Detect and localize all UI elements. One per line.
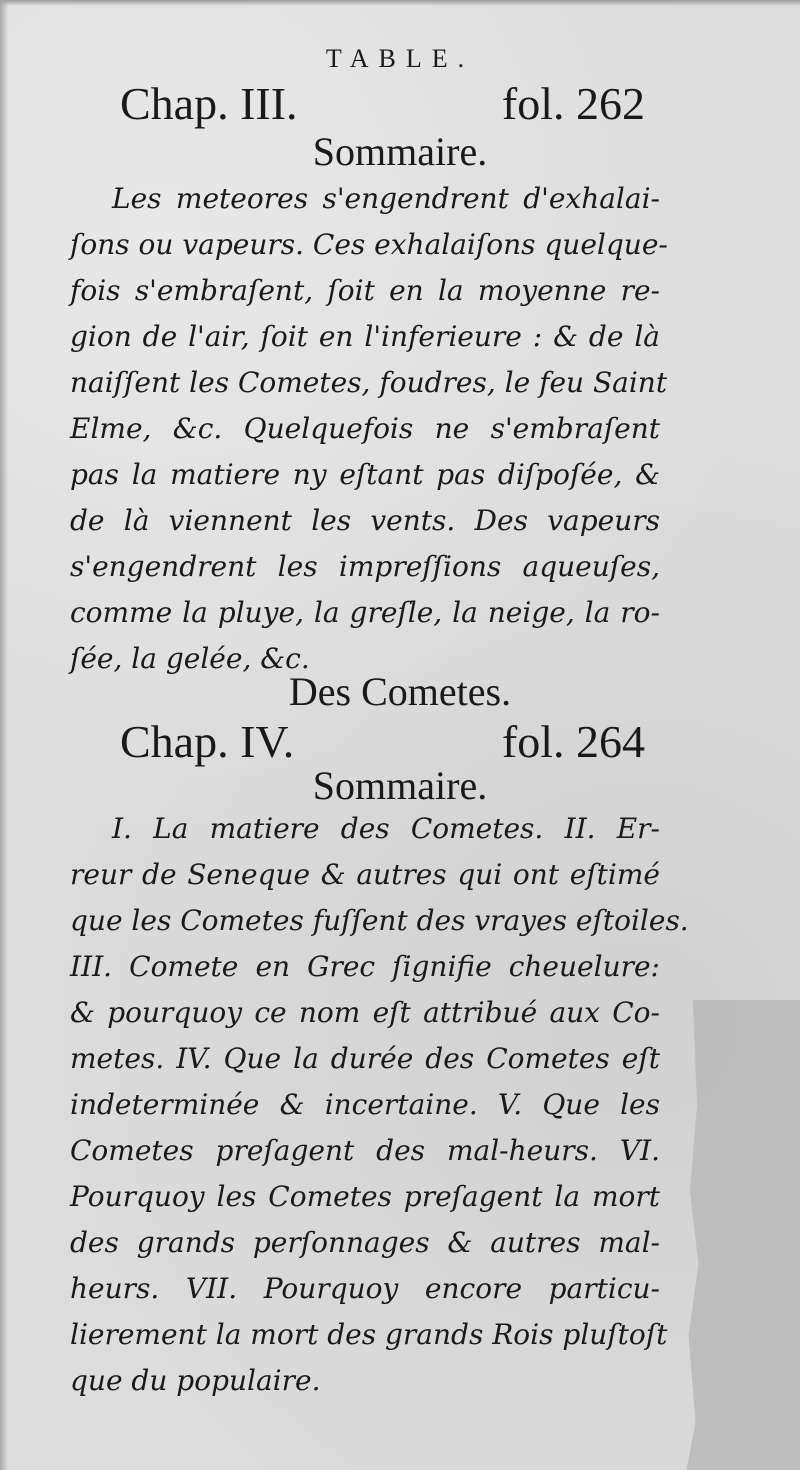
summary-heading: Sommaire.: [312, 129, 488, 174]
section-title: Des Cometes.: [288, 669, 512, 714]
running-head: TABLE.: [325, 44, 475, 73]
folio-reference: fol. 264: [501, 716, 645, 767]
summary-line: lierement la mort des grands Rois pluſtoſt: [70, 1318, 668, 1351]
summary-line: pas la matiere ny eſtant pas diſpoſée, &: [70, 458, 660, 491]
summary-line: fois s'embraſent, ſoit en la moyenne re-: [70, 274, 660, 307]
summary-line: que du populaire.: [70, 1364, 321, 1397]
summary-line: metes. IV. Que la durée des Cometes eſt: [70, 1042, 660, 1075]
summary-line: III. Comete en Grec ſignifie cheuelure:: [70, 950, 660, 983]
summary-line: comme la pluye, la greſle, la neige, la ro-: [70, 596, 660, 629]
summary-line: Les meteores s'engendrent d'exhalai-: [112, 182, 660, 215]
summary-line: naiſſent les Cometes, foudres, le feu Saint: [70, 366, 668, 399]
summary-line: ſons ou vapeurs. Ces exhalaiſons quelque-: [70, 228, 668, 261]
summary-line: Cometes preſagent des mal-heurs. VI.: [70, 1134, 660, 1167]
summary-line: heurs. VII. Pourquoy encore particu-: [70, 1272, 660, 1305]
chapter-number: Chap. IV.: [120, 716, 295, 767]
summary-line: des grands perſonnages & autres mal-: [70, 1226, 660, 1259]
summary-heading: Sommaire.: [312, 763, 488, 808]
summary-line: gion de l'air, ſoit en l'inferieure : & de là: [70, 320, 660, 353]
summary-line: Pourquoy les Cometes preſagent la mort: [70, 1180, 660, 1213]
summary-line: reur de Seneque & autres qui ont eſtimé: [70, 858, 660, 891]
summary-line: s'engendrent les impreſſions aqueuſes,: [70, 550, 660, 583]
chapter-number: Chap. III.: [120, 78, 298, 129]
summary-line: indeterminée & incertaine. V. Que les: [70, 1088, 660, 1121]
summary-line: & pourquoy ce nom eſt attribué aux Co-: [70, 996, 660, 1029]
summary-line: de là viennent les vents. Des vapeurs: [70, 504, 660, 537]
summary-line: Elme, &c. Quelquefois ne s'embraſent: [70, 412, 660, 445]
summary-line: que les Cometes fuſſent des vrayes eſtoiles.: [70, 904, 689, 937]
summary-line: ſée, la gelée, &c.: [70, 642, 310, 675]
summary-line: I. La matiere des Cometes. II. Er-: [112, 812, 660, 845]
folio-reference: fol. 262: [501, 78, 645, 129]
